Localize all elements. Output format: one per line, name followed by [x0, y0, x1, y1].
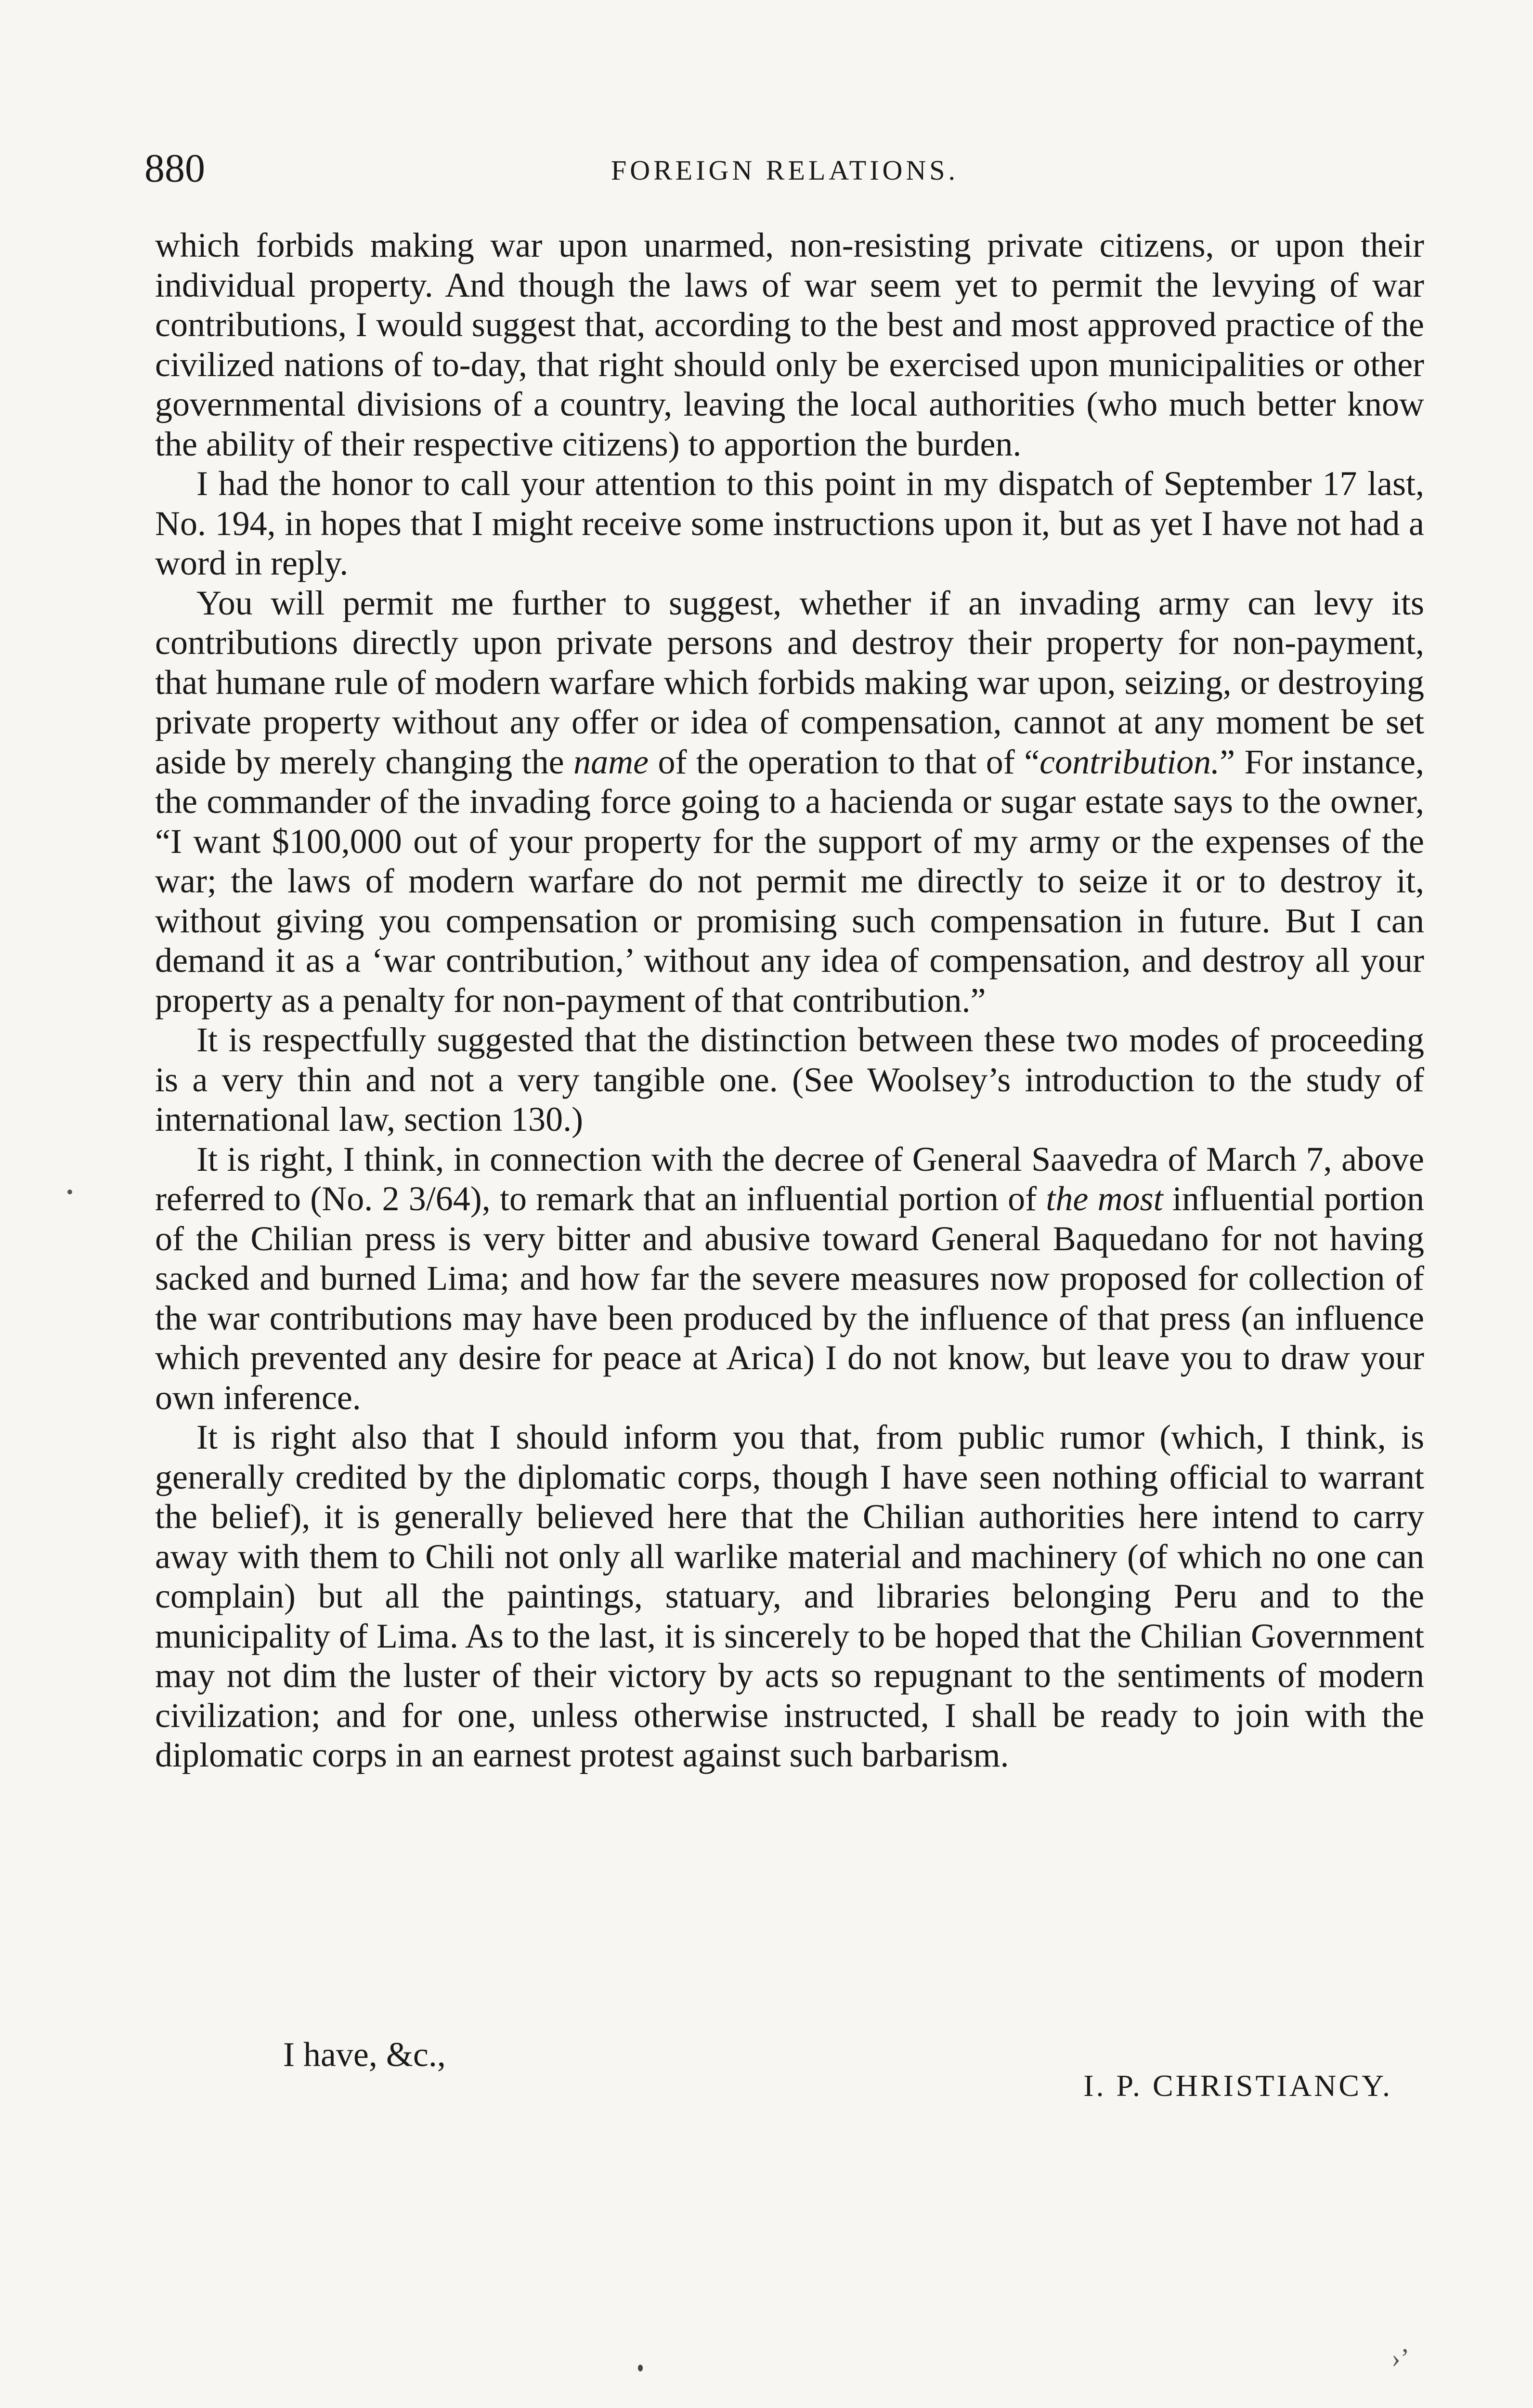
paragraph-3-text-a: You will permit me further to suggest, whether if an invading army can levy its contributions directly upon private persons and destroy their property for non-payment, that humane rule of modern warfare which forbids making war upon, seizing, or destroying private property without any offer or idea of compensation, cannot at any moment be set aside by merely changing the	[155, 583, 1424, 781]
paragraph-2: I had the honor to call your attention to this point in my dispatch of September 17 last, No. 194, in hopes that I might receive some instructions upon it, but as yet I have not had a word in reply.	[155, 464, 1424, 582]
dispatch-number-fraction: 2 3/64	[382, 1179, 470, 1218]
paragraph-5-text-c: influential portion of the Chilian press is very bitter and abusive toward General Baquedano for not having sacked and burned Lima; and how far the severe measures now proposed for collection of the war contributions may have been produced by the influence of that press (an influence which prevented any desire for peace at Arica) I do not know, but leave you to draw your own inference.	[155, 1179, 1424, 1417]
paragraph-5-text-a: It is right, I think, in connection with the decree of General Saavedra of March 7, above referred to (No.	[155, 1139, 1424, 1218]
body-text	[155, 225, 1424, 1775]
paragraph-5-text-b: ), to remark that an influential portion of	[470, 1179, 1046, 1218]
stray-mark: ›’	[1391, 2343, 1410, 2373]
paragraph-5-emphasis: the most	[1046, 1179, 1163, 1218]
paragraph-3-text-c: ” For instance, the commander of the invading force going to a hacienda or sugar estate says to the owner, “I want $100,000 out of your property for the support of my army or the expenses of the war; the laws of modern warfare do not permit me directly to seize it or to destroy it, without giving you compensation or promising such compensation in future. But I can demand it as a ‘war contribution,’ without any idea of compensation, and destroy all your property as a penalty for non-payment of that contribution.”	[155, 742, 1424, 1020]
stray-dot-margin	[67, 1190, 72, 1194]
paragraph-3-emphasis-contribution: contribution.	[1039, 742, 1220, 781]
page-header	[144, 144, 1425, 202]
paragraph-5	[155, 1139, 1424, 1418]
paragraph-6: It is right also that I should inform you that, from public rumor (which, I think, is generally credited by the diplomatic corps, though I have seen nothing official to warrant the belief), it is generally believed here that the Chilian authorities here intend to carry away with them to Chili not only all warlike material and machinery (of which no one can complain) but all the paintings, statuary, and libraries belonging Peru and to the municipality of Lima. As to the last, it is sincerely to be hoped that the Chilian Government may not dim the luster of their victory by acts so repugnant to the sentiments of modern civilization; and for one, unless otherwise instructed, I shall be ready to join with the diplomatic corps in an earnest protest against such barbarism.	[155, 1418, 1424, 1774]
paragraph-3-text-b: of the operation to that of “	[649, 742, 1040, 781]
paragraph-1: which forbids making war upon unarmed, non-resisting private citizens, or upon their individual property. And though the laws of war seem yet to permit the levying of war contributions, I would suggest that, according to the best and most approved practice of the civilized nations of to-day, that right should only be exercised upon municipalities or other governmental divisions of a country, leaving the local authorities (who much better know the ability of their respective citizens) to apportion the burden.	[155, 226, 1424, 463]
closing-line: I have, &c.,	[283, 2035, 446, 2074]
stray-dot	[638, 2365, 643, 2371]
paragraph-3-emphasis-name: name	[573, 742, 649, 781]
page-number: 880	[144, 146, 205, 191]
signature: I. P. CHRISTIANCY.	[1083, 2068, 1392, 2103]
paragraph-3	[155, 583, 1424, 1021]
running-head: FOREIGN RELATIONS.	[611, 155, 959, 186]
paragraph-4: It is respectfully suggested that the distinction between these two modes of proceeding is a very thin and not a very tangible one. (See Woolsey’s introduction to the study of international law, section 130.)	[155, 1021, 1424, 1139]
